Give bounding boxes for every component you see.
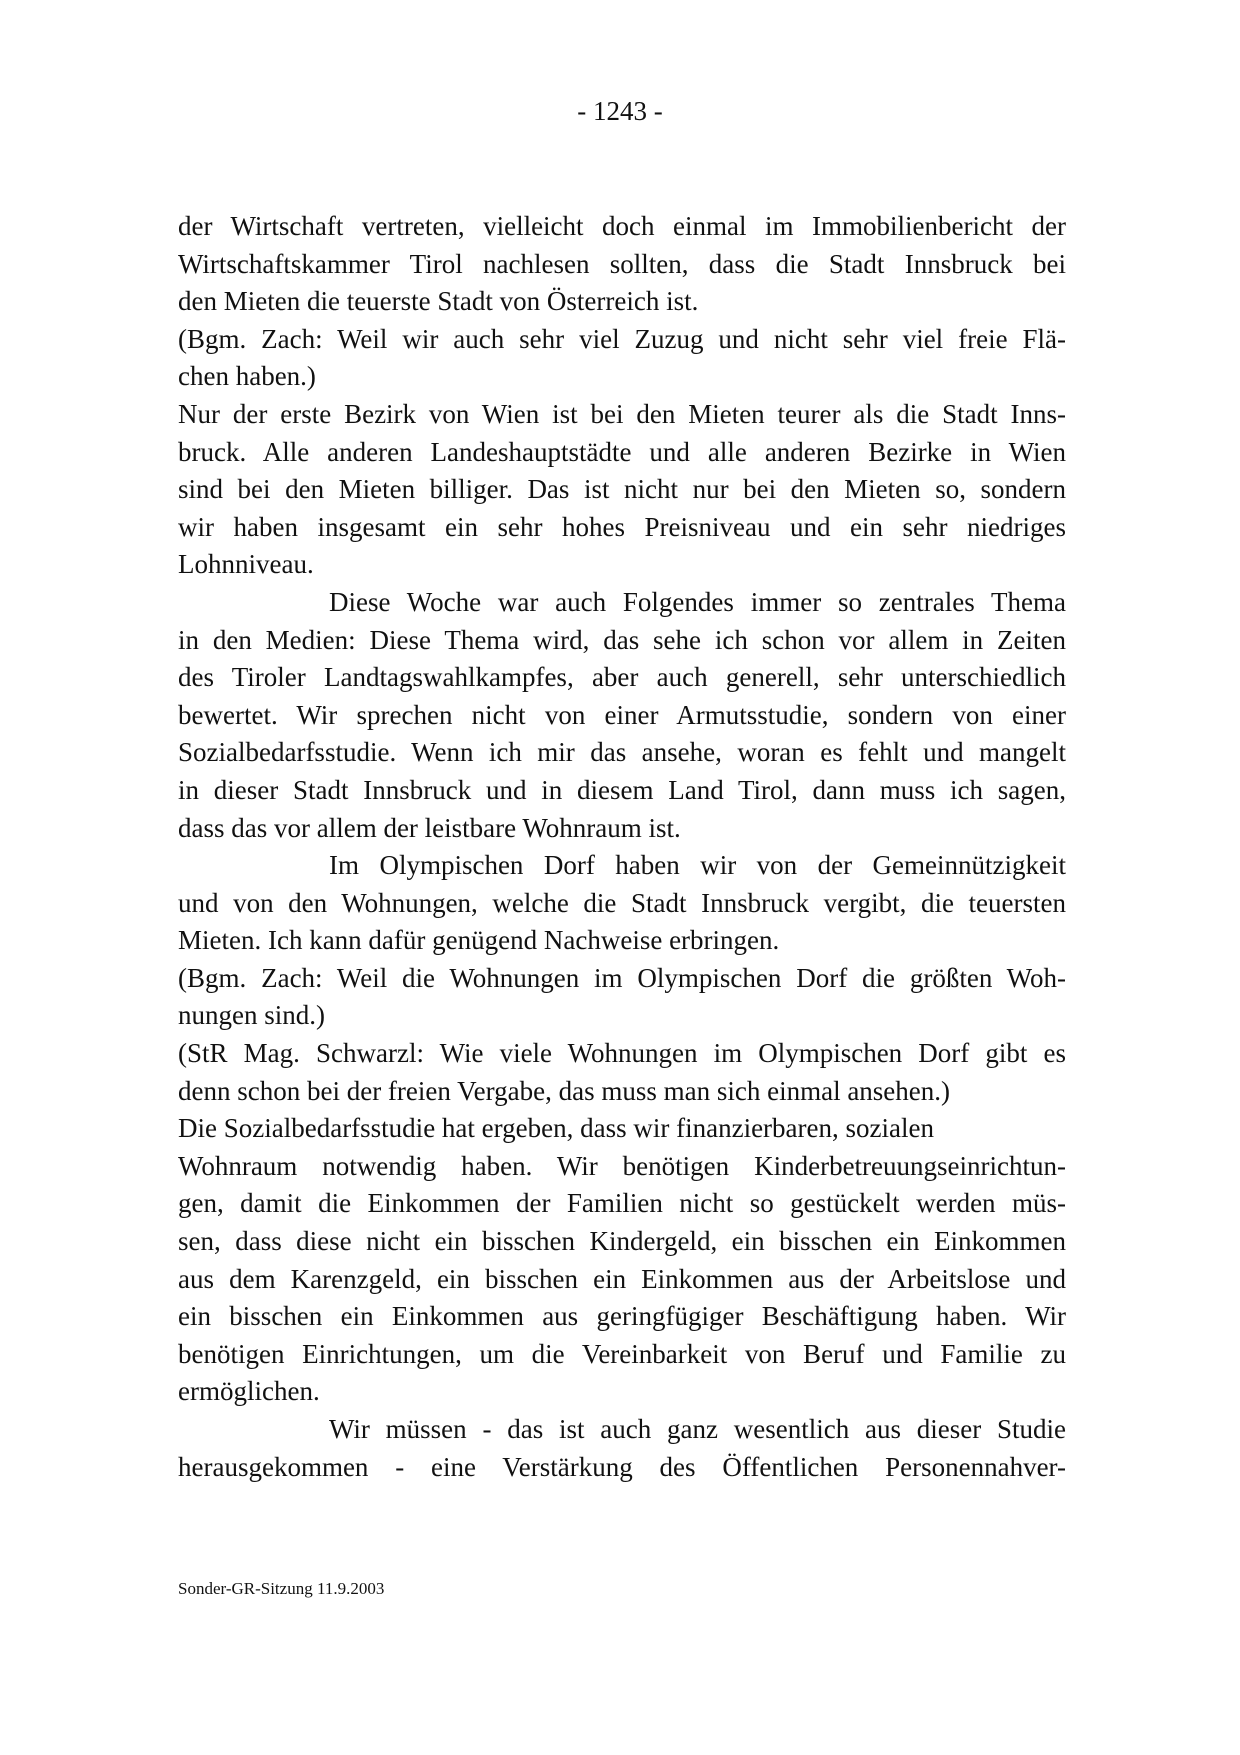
text-line: Diese Woche war auch Folgendes immer so zentrales Thema [329, 586, 1066, 617]
text-line: sind bei den Mieten billiger. Das ist nicht nur bei den Mieten so, sondern [178, 474, 1066, 505]
text-line: (Bgm. Zach: Weil wir auch sehr viel Zuzug und nicht sehr viel freie Flä- [178, 323, 1066, 354]
text-line: bewertet. Wir sprechen nicht von einer Armutsstudie, sondern von einer [178, 699, 1066, 730]
text-line: dass das vor allem der leistbare Wohnraum ist. [178, 812, 681, 843]
text-line: Lohnniveau. [178, 549, 314, 580]
text-line: Sozialbedarfsstudie. Wenn ich mir das ansehe, woran es fehlt und mangelt [178, 737, 1066, 768]
text-line: nungen sind.) [178, 1000, 325, 1031]
text-line: benötigen Einrichtungen, um die Vereinbarkeit von Beruf und Familie zu [178, 1338, 1066, 1369]
text-line: Im Olympischen Dorf haben wir von der Gemeinnützigkeit [329, 850, 1066, 881]
text-line: in den Medien: Diese Thema wird, das sehe ich schon vor allem in Zeiten [178, 624, 1066, 655]
text-line: aus dem Karenzgeld, ein bisschen ein Einkommen aus der Arbeitslose und [178, 1263, 1066, 1294]
text-line: bruck. Alle anderen Landeshauptstädte und alle anderen Bezirke in Wien [178, 436, 1066, 467]
text-line: (StR Mag. Schwarzl: Wie viele Wohnungen im Olympischen Dorf gibt es [178, 1038, 1066, 1069]
text-line: denn schon bei der freien Vergabe, das muss man sich einmal ansehen.) [178, 1075, 951, 1106]
page-number: - 1243 - [577, 96, 663, 126]
text-line: den Mieten die teuerste Stadt von Österreich ist. [178, 286, 699, 317]
text-line: Wirtschaftskammer Tirol nachlesen sollten, dass die Stadt Innsbruck bei [178, 248, 1066, 279]
text-line: Mieten. Ich kann dafür genügend Nachweise erbringen. [178, 925, 780, 956]
text-line: (Bgm. Zach: Weil die Wohnungen im Olympischen Dorf die größten Woh- [178, 962, 1066, 993]
text-line: in dieser Stadt Innsbruck und in diesem Land Tirol, dann muss ich sagen, [178, 774, 1066, 805]
footer-session-label: Sonder-GR-Sitzung 11.9.2003 [178, 1579, 385, 1598]
body-text [178, 208, 1066, 1486]
text-line: wir haben insgesamt ein sehr hohes Preisniveau und ein sehr niedriges [178, 511, 1066, 542]
text-line: und von den Wohnungen, welche die Stadt Innsbruck vergibt, die teuersten [178, 887, 1066, 918]
text-line: chen haben.) [178, 361, 316, 392]
text-line: Wohnraum notwendig haben. Wir benötigen Kinderbetreuungseinrichtun- [178, 1150, 1066, 1181]
text-line: gen, damit die Einkommen der Familien nicht so gestückelt werden müs- [178, 1188, 1066, 1219]
text-line: Die Sozialbedarfsstudie hat ergeben, dass wir finanzierbaren, sozialen [178, 1113, 934, 1144]
text-line: ermöglichen. [178, 1376, 320, 1407]
text-line: sen, dass diese nicht ein bisschen Kindergeld, ein bisschen ein Einkommen [178, 1226, 1066, 1257]
text-line: Nur der erste Bezirk von Wien ist bei den Mieten teurer als die Stadt Inns- [178, 398, 1066, 429]
text-line: der Wirtschaft vertreten, vielleicht doch einmal im Immobilienbericht der [178, 211, 1066, 241]
text-line: ein bisschen ein Einkommen aus geringfügiger Beschäftigung haben. Wir [178, 1301, 1066, 1332]
text-line: herausgekommen - eine Verstärkung des Öffentlichen Personennahver- [178, 1451, 1066, 1482]
text-line: Wir müssen - das ist auch ganz wesentlich aus dieser Studie [329, 1414, 1066, 1444]
text-line: des Tiroler Landtagswahlkampfes, aber auch generell, sehr unterschiedlich [178, 662, 1066, 693]
